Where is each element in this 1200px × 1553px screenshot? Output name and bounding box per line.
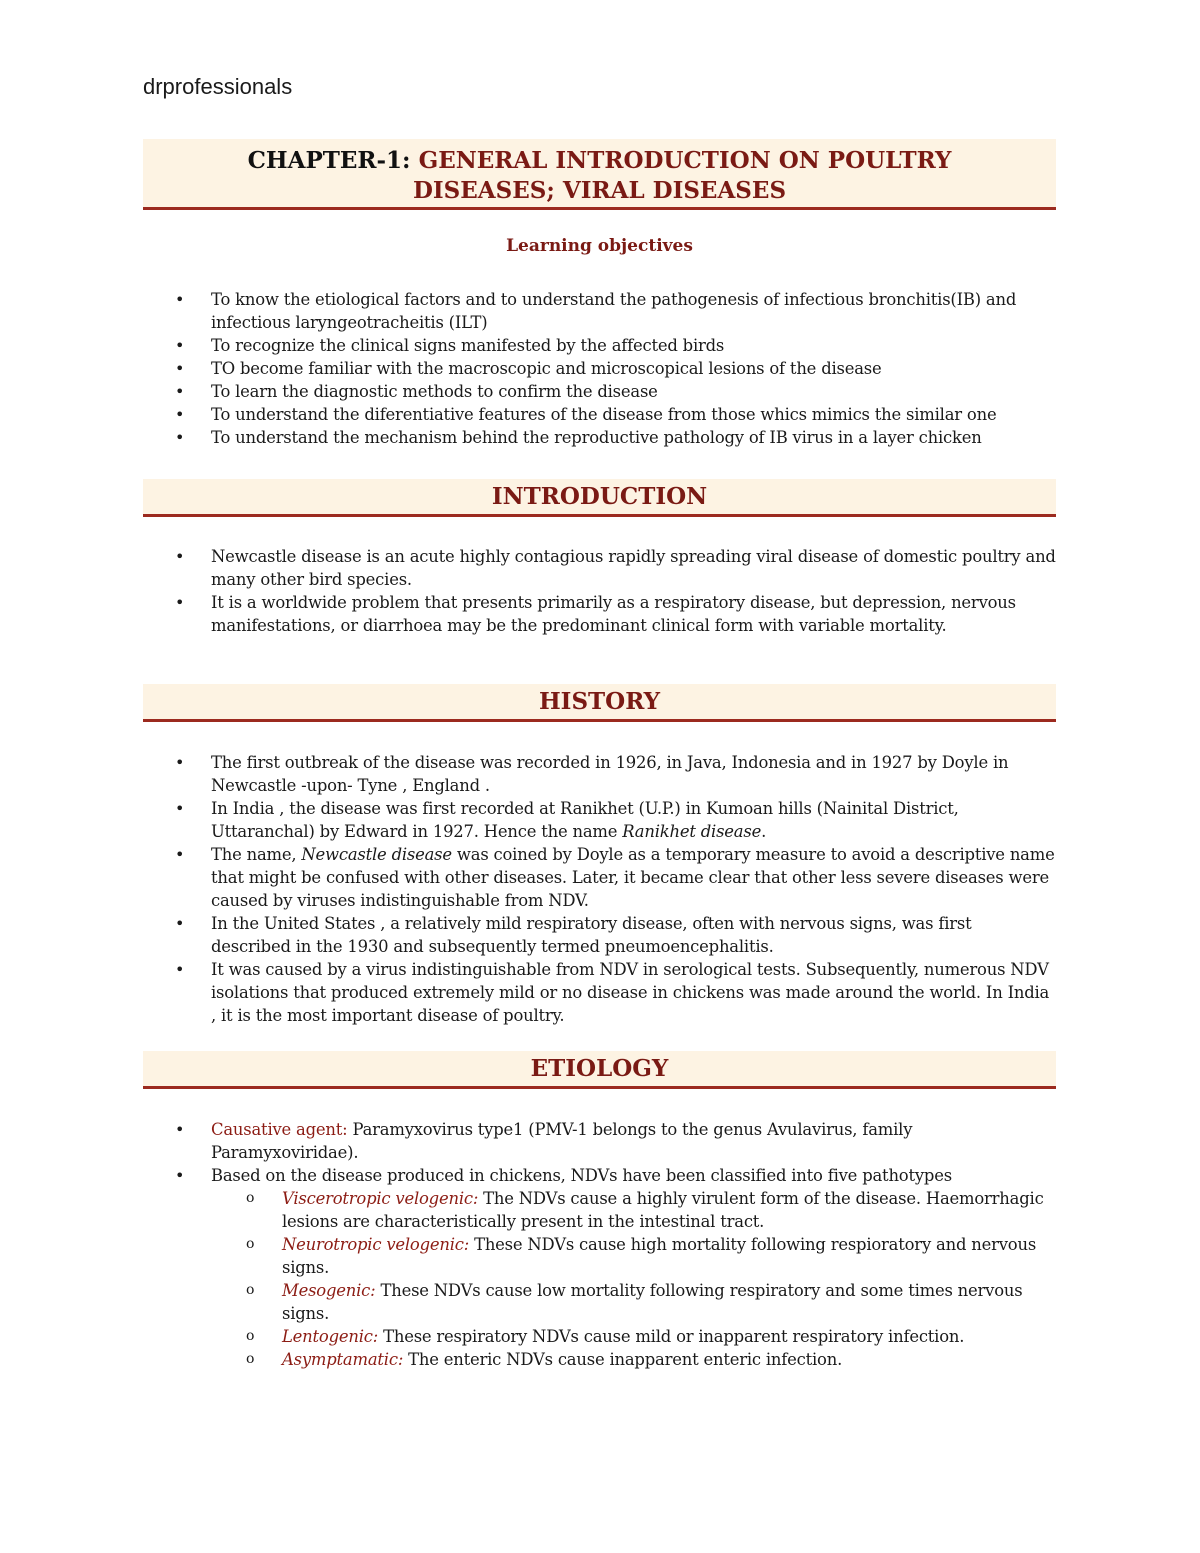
list-item-text: To understand the diferentiative features of the disease from those whics mimics the similar one (211, 405, 997, 424)
bullet-icon: • (175, 405, 185, 424)
list-item (143, 334, 1056, 357)
list-item-text: In India , the disease was first recorded at Ranikhet (U.P.) in Kumoan hills (Nainital District, Uttaranchal) by Edward in 1927. Hence the name (211, 799, 959, 841)
pathotype-term: Neurotropic velogenic: (282, 1235, 470, 1254)
pathotype-text: These NDVs cause high mortality following respioratory and nervous signs. (282, 1235, 1037, 1277)
pathotype-text: The enteric NDVs cause inapparent enteric infection. (403, 1350, 843, 1369)
bullet-icon: • (175, 914, 185, 933)
bullet-icon: • (175, 960, 185, 979)
list-item (143, 843, 1056, 912)
pathotype-text: The NDVs cause a highly virulent form of the disease. Haemorrhagic lesions are characteristically present in the intestinal tract. (282, 1189, 1044, 1231)
pathotype-text: These respiratory NDVs cause mild or inapparent respiratory infection. (378, 1327, 965, 1346)
chapter-prefix: CHAPTER-1: (247, 147, 411, 174)
list-item (143, 797, 1056, 843)
list-item-text: To learn the diagnostic methods to confirm the disease (211, 382, 658, 401)
list-item (143, 751, 1056, 797)
list-item (143, 403, 1056, 426)
bullet-icon: • (175, 1166, 185, 1185)
pathotype-term: Mesogenic: (282, 1281, 376, 1300)
site-name: drprofessionals (143, 74, 293, 99)
list-item-text: It is a worldwide problem that presents primarily as a respiratory disease, but depression, nervous manifestations, or diarrhoea may be the predominant clinical form with variable mortality. (211, 593, 1016, 635)
list-item-text: In the United States , a relatively mild respiratory disease, often with nervous signs, was first described in the 1930 and subsequently termed pneumoencephalitis. (211, 914, 972, 956)
circle-bullet-icon: o (246, 1328, 255, 1344)
etiology-heading: ETIOLOGY (143, 1051, 1056, 1089)
ranikhet-term: Ranikhet disease (622, 822, 762, 841)
pathotype-item (211, 1233, 1056, 1279)
list-item (143, 1118, 1056, 1164)
list-item (143, 1164, 1056, 1371)
bullet-icon: • (175, 799, 185, 818)
list-item-text: To recognize the clinical signs manifested by the affected birds (211, 336, 725, 355)
list-item-text-end: . (761, 822, 767, 841)
list-item (143, 912, 1056, 958)
list-item-text: TO become familiar with the macroscopic and microscopical lesions of the disease (211, 359, 882, 378)
list-item-text: Based on the disease produced in chickens, NDVs have been classified into five pathotypes (211, 1166, 952, 1185)
causative-agent-label: Causative agent: (211, 1120, 348, 1139)
history-list (143, 751, 1056, 1027)
bullet-icon: • (175, 547, 185, 566)
chapter-heading (143, 139, 1056, 210)
pathotype-term: Viscerotropic velogenic: (282, 1189, 479, 1208)
bullet-icon: • (175, 359, 185, 378)
list-item (143, 380, 1056, 403)
list-item (143, 958, 1056, 1027)
objectives-list (143, 288, 1056, 449)
list-item-text: It was caused by a virus indistinguishable from NDV in serological tests. Subsequently, numerous NDV isolations that produced extremely mild or no disease in chickens was made around the world. In India , it is the most important disease of poultry. (211, 960, 1050, 1025)
etiology-list (143, 1118, 1056, 1371)
list-item (143, 545, 1056, 591)
list-item-text: The first outbreak of the disease was recorded in 1926, in Java, Indonesia and in 1927 by Doyle in Newcastle -upon- Tyne , England . (211, 753, 1009, 795)
objectives-title: Learning objectives (506, 236, 693, 256)
pathotype-term: Asymptamatic: (282, 1350, 404, 1369)
bullet-icon: • (175, 382, 185, 401)
list-item (143, 288, 1056, 334)
list-item-text: Paramyxovirus type1 (PMV-1 belongs to the genus Avulavirus, family Paramyxoviridae). (211, 1120, 913, 1162)
bullet-icon: • (175, 753, 185, 772)
pathotypes-list (211, 1187, 1056, 1371)
chapter-title-line1 (143, 146, 1056, 176)
list-item (143, 426, 1056, 449)
chapter-title-part1: GENERAL INTRODUCTION ON POULTRY (418, 147, 952, 174)
list-item (143, 357, 1056, 380)
bullet-icon: • (175, 593, 185, 612)
newcastle-term: Newcastle disease (301, 845, 452, 864)
bullet-icon: • (175, 290, 185, 309)
list-item-text: The name, (211, 845, 302, 864)
pathotype-item (211, 1325, 1056, 1348)
list-item-text: To know the etiological factors and to understand the pathogenesis of infectious bronchitis(IB) and infectious laryngeotracheitis (ILT) (211, 290, 1017, 332)
list-item (143, 591, 1056, 637)
list-item-text: To understand the mechanism behind the reproductive pathology of IB virus in a layer chicken (211, 428, 982, 447)
circle-bullet-icon: o (246, 1282, 255, 1298)
circle-bullet-icon: o (246, 1236, 255, 1252)
chapter-title-line2: DISEASES; VIRAL DISEASES (412, 177, 787, 204)
introduction-list (143, 545, 1056, 637)
bullet-icon: • (175, 1120, 185, 1139)
circle-bullet-icon: o (246, 1190, 255, 1206)
bullet-icon: • (175, 428, 185, 447)
list-item-text-end: was coined by Doyle as a temporary measure to avoid a descriptive name that might be confused with other diseases. Later, it became clear that other less severe diseases were caused by viruses indistinguishable from NDV. (211, 845, 1055, 910)
pathotype-item (211, 1187, 1056, 1233)
list-item-text: Newcastle disease is an acute highly contagious rapidly spreading viral disease of domestic poultry and many other bird species. (211, 547, 1056, 589)
history-heading: HISTORY (143, 684, 1056, 722)
introduction-heading: INTRODUCTION (143, 479, 1056, 517)
pathotype-item (211, 1279, 1056, 1325)
bullet-icon: • (175, 845, 185, 864)
pathotype-text: These NDVs cause low mortality following respiratory and some times nervous signs. (282, 1281, 1023, 1323)
pathotype-item (211, 1348, 1056, 1371)
bullet-icon: • (175, 336, 185, 355)
pathotype-term: Lentogenic: (282, 1327, 379, 1346)
circle-bullet-icon: o (246, 1351, 255, 1367)
